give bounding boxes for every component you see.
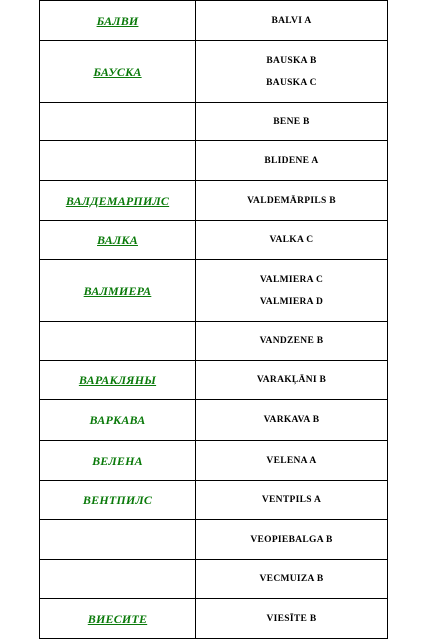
table-row: [40, 599, 388, 639]
latvian-name-cell: [196, 1, 388, 41]
latvian-name-cell: [196, 599, 388, 639]
table-row: [40, 361, 388, 400]
table-row: [40, 221, 388, 260]
latvian-city-name: VANDZENE B: [259, 336, 324, 346]
latvian-city-name: VENTPILS A: [261, 495, 322, 505]
latvian-name-cell: [196, 221, 388, 260]
table-row: [40, 260, 388, 322]
russian-name-cell: [40, 103, 196, 141]
russian-city-link[interactable]: БАЛВИ: [96, 13, 139, 28]
russian-city-link[interactable]: БАУСКА: [93, 64, 142, 79]
russian-city-link[interactable]: ВАРАКЛЯНЫ: [78, 373, 157, 387]
latvian-city-name: VIESĪTE B: [266, 613, 317, 624]
russian-name-cell: [40, 141, 196, 181]
russian-city-link[interactable]: ВАЛДЕМАРПИЛС: [65, 193, 170, 208]
russian-name-cell: [40, 361, 196, 400]
latvian-name-cell: [196, 520, 388, 560]
latvian-name-cell: [196, 41, 388, 103]
latvian-city-name: VECMUIZA B: [259, 574, 324, 584]
latvian-name-cell: [196, 441, 388, 481]
latvian-name-cell: [196, 322, 388, 361]
city-table-container: [39, 0, 385, 640]
table-row: [40, 322, 388, 361]
russian-name-cell: [40, 41, 196, 103]
latvian-city-name: VEOPIEBALGA B: [250, 534, 333, 545]
table-row: [40, 400, 388, 441]
russian-name-cell: [40, 441, 196, 481]
russian-name-cell: [40, 221, 196, 260]
latvian-city-name: BENE B: [273, 116, 310, 127]
table-row: [40, 181, 388, 221]
latvian-name-cell: [196, 560, 388, 599]
russian-name-cell: [40, 599, 196, 639]
latvian-city-name: VALDEMĀRPILS B: [247, 195, 336, 206]
latvian-city-name: VALMIERA C: [259, 274, 324, 285]
latvian-city-name: VARKAVA B: [263, 415, 320, 425]
russian-name-cell: [40, 481, 196, 520]
russian-city-name: ВЕНТПИЛС: [82, 493, 153, 507]
latvian-name-cell: [196, 481, 388, 520]
latvian-city-name: VALMIERA D: [259, 296, 324, 307]
russian-name-cell: [40, 181, 196, 221]
russian-city-link[interactable]: ВАЛКА: [97, 233, 138, 247]
table-row: [40, 560, 388, 599]
latvian-city-name: BAUSKA C: [266, 77, 317, 88]
russian-name-cell: [40, 520, 196, 560]
table-row: [40, 141, 388, 181]
russian-city-link[interactable]: ВИЕСИТЕ: [87, 611, 148, 626]
latvian-city-name: VALKA C: [269, 235, 314, 245]
latvian-city-name: BAUSKA B: [266, 55, 317, 66]
latvian-city-name: VARAKĻĀNI B: [256, 375, 327, 385]
russian-city-name: ВАРКАВА: [89, 413, 146, 427]
table-row: [40, 103, 388, 141]
latvian-city-name: BLIDENE A: [264, 155, 319, 166]
latvian-city-name: VELENA A: [266, 455, 317, 466]
latvian-name-cell: [196, 141, 388, 181]
russian-name-cell: [40, 1, 196, 41]
latvian-city-name: BALVI A: [271, 15, 312, 26]
table-row: [40, 41, 388, 103]
russian-city-name: ВЕЛЕНА: [92, 453, 143, 468]
table-row: [40, 520, 388, 560]
table-row: [40, 441, 388, 481]
table-row: [40, 481, 388, 520]
latvian-name-cell: [196, 260, 388, 322]
russian-name-cell: [40, 322, 196, 361]
table-row: [40, 1, 388, 41]
russian-name-cell: [40, 560, 196, 599]
latvian-name-cell: [196, 400, 388, 441]
latvian-name-cell: [196, 181, 388, 221]
russian-city-link[interactable]: ВАЛМИЕРА: [83, 283, 152, 298]
russian-name-cell: [40, 260, 196, 322]
city-table: [39, 0, 388, 639]
russian-name-cell: [40, 400, 196, 441]
latvian-name-cell: [196, 103, 388, 141]
latvian-name-cell: [196, 361, 388, 400]
